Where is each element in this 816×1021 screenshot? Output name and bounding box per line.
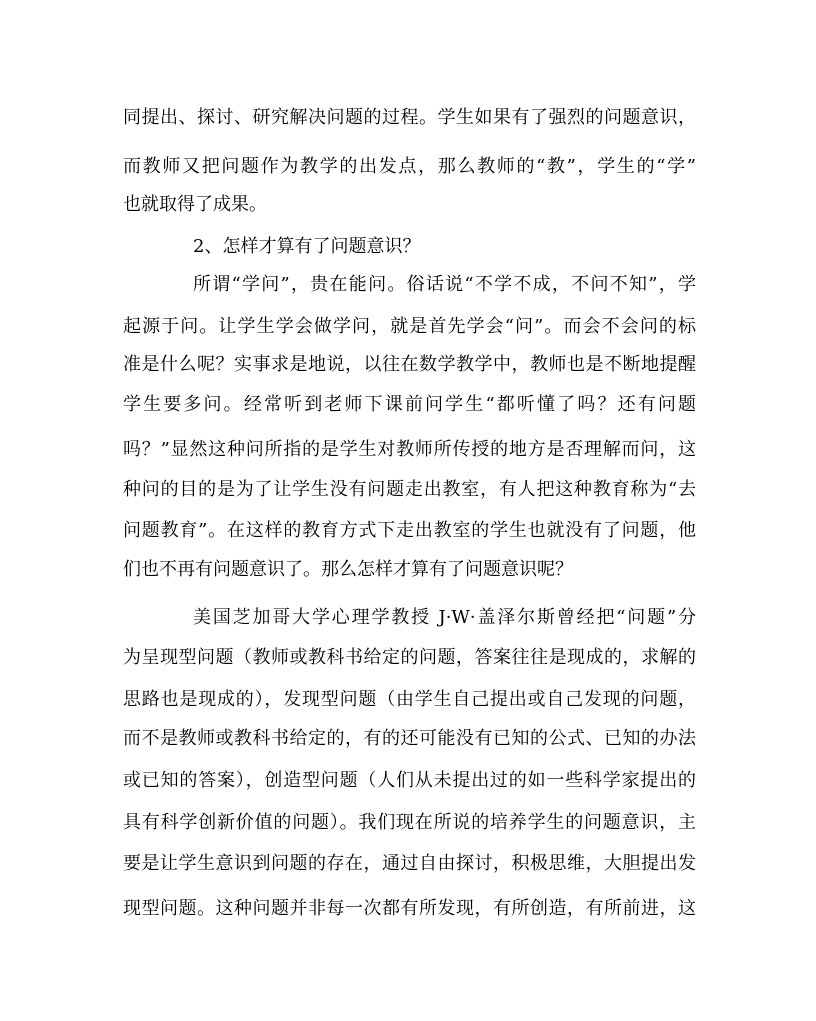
text-line: 种问的目的是为了让学生没有问题走出教室，有人把这种教育称为“去 bbox=[123, 479, 696, 500]
text-line: 而不是教师或教科书给定的，有的还可能没有已知的公式、已知的办法 bbox=[123, 728, 696, 749]
text-line: 具有科学创新价值的问题）。我们现在所说的培养学生的问题意识，主 bbox=[123, 812, 696, 833]
text-line: 问题教育”。在这样的教育方式下走出教室的学生也就没有了问题，他 bbox=[123, 520, 696, 541]
text-line: 也就取得了成果。 bbox=[123, 194, 267, 215]
text-line: 为呈现型问题（教师或教科书给定的问题，答案往往是现成的，求解的 bbox=[123, 647, 696, 668]
text-line: 起源于问。让学生学会做学问，就是首先学会“问”。而会不会问的标 bbox=[123, 316, 696, 337]
text-line: 思路也是现成的），发现型问题（由学生自己提出或自己发现的问题， bbox=[123, 689, 696, 710]
text-line: 所谓“学问”，贵在能问。俗话说“不学不成，不问不知”，学 bbox=[193, 274, 696, 295]
text-line: 要是让学生意识到问题的存在，通过自由探讨，积极思维，大胆提出发 bbox=[123, 853, 696, 874]
text-line: 准是什么呢？实事求是地说，以往在数学教学中，教师也是不断地提醒 bbox=[123, 354, 696, 375]
text-line: 们也不再有问题意识了。那么怎样才算有了问题意识呢？ bbox=[123, 559, 573, 580]
text-line: 现型问题。这种问题并非每一次都有所发现，有所创造，有所前进，这 bbox=[123, 898, 696, 919]
text-line: 同提出、探讨、研究解决问题的过程。学生如果有了强烈的问题意识， bbox=[123, 107, 696, 128]
text-line: 美国芝加哥大学心理学教授 J·W·盖泽尔斯曾经把“问题”分 bbox=[193, 607, 696, 628]
text-line: 而教师又把问题作为教学的出发点，那么教师的“教”，学生的“学” bbox=[123, 156, 696, 177]
text-line: 或已知的答案），创造型问题（人们从未提出过的如一些科学家提出的 bbox=[123, 770, 696, 791]
text-line: 学生要多问。经常听到老师下课前问学生“都听懂了吗？还有问题 bbox=[123, 394, 696, 415]
section-heading: 2、怎样才算有了问题意识？ bbox=[193, 236, 421, 257]
text-line: 吗？”显然这种问所指的是学生对教师所传授的地方是否理解而问，这 bbox=[123, 439, 696, 460]
